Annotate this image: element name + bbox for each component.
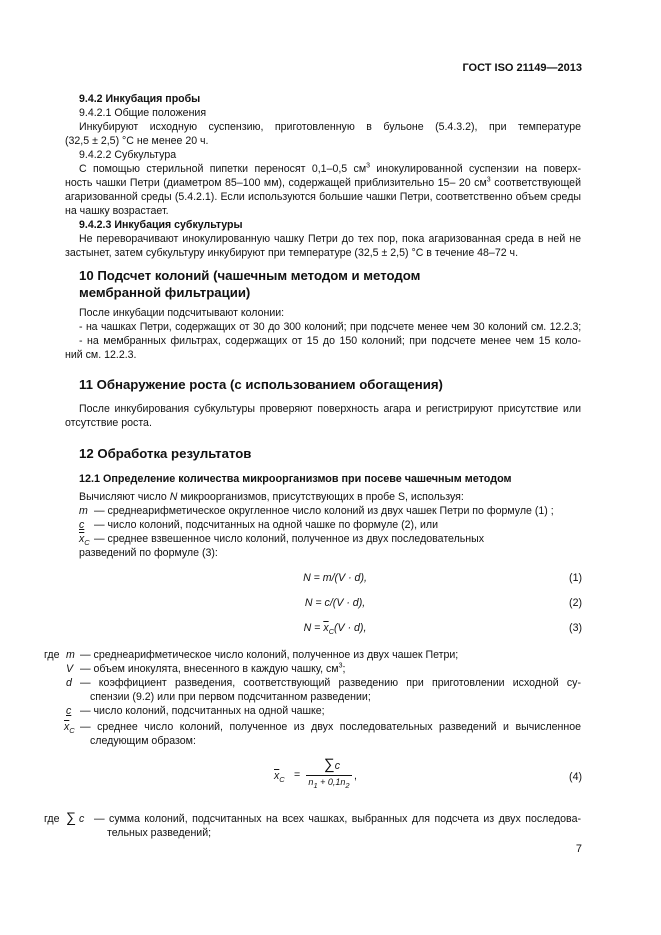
paragraph-line: (32,5 ± 2,5) °С не менее 20 ч.: [65, 135, 209, 147]
def-xc-text-cont: разведений по формуле (3):: [79, 547, 218, 559]
formula-3-number: (3): [569, 622, 582, 634]
def-m: m: [79, 505, 88, 517]
def-c: c: [79, 519, 85, 531]
paragraph-line: застынет, затем субкультуру инкубируют при температуре (32,5 ± 2,5) °С в течение 48–72 ч.: [65, 247, 519, 259]
list-item-cont: ний см. 12.2.3.: [65, 349, 137, 361]
where-c: c: [66, 705, 72, 717]
where-xc-text-cont: следующим образом:: [90, 735, 196, 747]
where-d-text: — коэффициент разведения, соответствующий разведению при приготовлении исходной су-: [80, 677, 581, 689]
where-V: V: [66, 663, 74, 675]
section-9-4-2-1-title: 9.4.2.1 Общие положения: [79, 107, 207, 119]
paragraph-line: Инкубируют исходную суспензию, приготовленную в бульоне (5.4.3.2), при температуре: [79, 121, 581, 133]
where-c-text: — число колоний, подсчитанных на одной чашке;: [80, 705, 325, 717]
list-item: - на чашках Петри, содержащих от 30 до 300 колоний; при подсчете менее чем 30 колоний см. 12.2.3;: [79, 321, 581, 333]
formula-2: N = c/(V · d),: [304, 597, 366, 609]
list-item: - на мембранных фильтрах, содержащих от 15 до 150 колоний; при подсчете менее чем 15 коло-: [79, 335, 581, 347]
section-10-heading: 10 Подсчет колоний (чашечным методом и методом: [79, 268, 421, 283]
where-label: где: [44, 649, 60, 661]
formula-4-number: (4): [569, 771, 582, 783]
formula-2-number: (2): [569, 597, 582, 609]
section-12-heading: 12 Обработка результатов: [79, 446, 252, 461]
def-m-text: — среднеарифметическое округленное число колоний из двух чашек Петри по формуле (1) ;: [94, 505, 554, 517]
paragraph-line: После инкубации подсчитывают колонии:: [79, 307, 285, 319]
where-sum-text-cont: тельных разведений;: [107, 827, 212, 839]
paragraph-line: ность чашки Петри (диаметром 85–100 мм), содержащей приблизительно 15– 20 $см^3$ соответствующей: [65, 176, 581, 189]
where-xc-text: — среднее число колоний, полученное из двух последовательных разведений и вычисленное: [80, 721, 581, 733]
formula-4-eq: =: [294, 769, 301, 781]
where-m: m: [66, 649, 75, 661]
paragraph-line: отсутствие роста.: [65, 417, 152, 429]
formula-4-numerator: ∑c: [324, 756, 340, 773]
paragraph-line: Вычисляют число N микроорганизмов, присутствующих в пробе S, используя:: [79, 491, 464, 503]
paragraph-line: С помощью стерильной пипетки переносят 0,1–0,5 $см^3$ инокулированной суспензии на поверх-: [79, 162, 582, 175]
section-9-4-2-3-title: 9.4.2.3 Инкубация субкультуры: [79, 219, 243, 231]
where-sum-text: — сумма колоний, подсчитанных на всех чашках, выбранных для подсчета из двух последова-: [94, 813, 581, 825]
formula-1: N = m/(V · d),: [303, 572, 367, 584]
paragraph-line: на чашку возрастает.: [65, 205, 169, 217]
where-xc: $\overline{x}_C$: [64, 721, 75, 736]
page-number: 7: [575, 843, 582, 855]
formula-4: [274, 756, 384, 800]
section-10-heading-cont: мембранной фильтрации): [79, 285, 251, 300]
paragraph-line: Не переворачивают инокулированную чашку Петри до тех пор, пока агаризованная среда в ней не: [79, 233, 581, 245]
where2-label: где: [44, 813, 60, 825]
formula-4-fraction-bar: [306, 775, 352, 776]
formula-4-denominator: $n_1 + 0,1n_2$: [308, 777, 350, 790]
section-11-heading: 11 Обнаружение роста (с использованием обогащения): [79, 377, 443, 392]
where-V-text: — объем инокулята, внесенного в каждую чашку, $см^3$;: [80, 662, 346, 675]
def-xc-text: — среднее взвешенное число колоний, полученное из двух последовательных: [94, 533, 485, 545]
where-d: d: [66, 677, 72, 689]
document-id-header: ГОСТ ISO 21149—2013: [462, 62, 582, 74]
formula-4-comma: ,: [354, 770, 357, 782]
section-12-1-heading: 12.1 Определение количества микроорганизмов при посеве чашечным методом: [79, 473, 512, 485]
section-9-4-2-title: 9.4.2 Инкубация пробы: [79, 93, 201, 105]
section-9-4-2-2-title: 9.4.2.2 Субкультура: [79, 149, 177, 161]
paragraph-line: После инкубирования субкультуры проверяют поверхность агара и регистрируют присутствие или: [79, 403, 581, 415]
def-xc: $\overline{x}_C$: [79, 533, 90, 548]
def-c-text: — число колоний, подсчитанных на одной чашке по формуле (2), или: [94, 519, 438, 531]
formula-3: $N = \overline{x}_C(V \cdot d)$,: [303, 622, 367, 637]
where-sum: ∑ c: [66, 809, 85, 825]
where-d-text-cont: спензии (9.2) или при первом подсчитанном разведении;: [90, 691, 371, 703]
formula-4-lhs: $\overline{x}_C$: [274, 770, 285, 785]
where-m-text: — среднеарифметическое число колоний, полученное из двух чашек Петри;: [80, 649, 459, 661]
formula-1-number: (1): [569, 572, 582, 584]
paragraph-line: агаризованной среды (5.4.2.1). Если используются большие чашки Петри, соответственно объем среды: [65, 191, 581, 203]
